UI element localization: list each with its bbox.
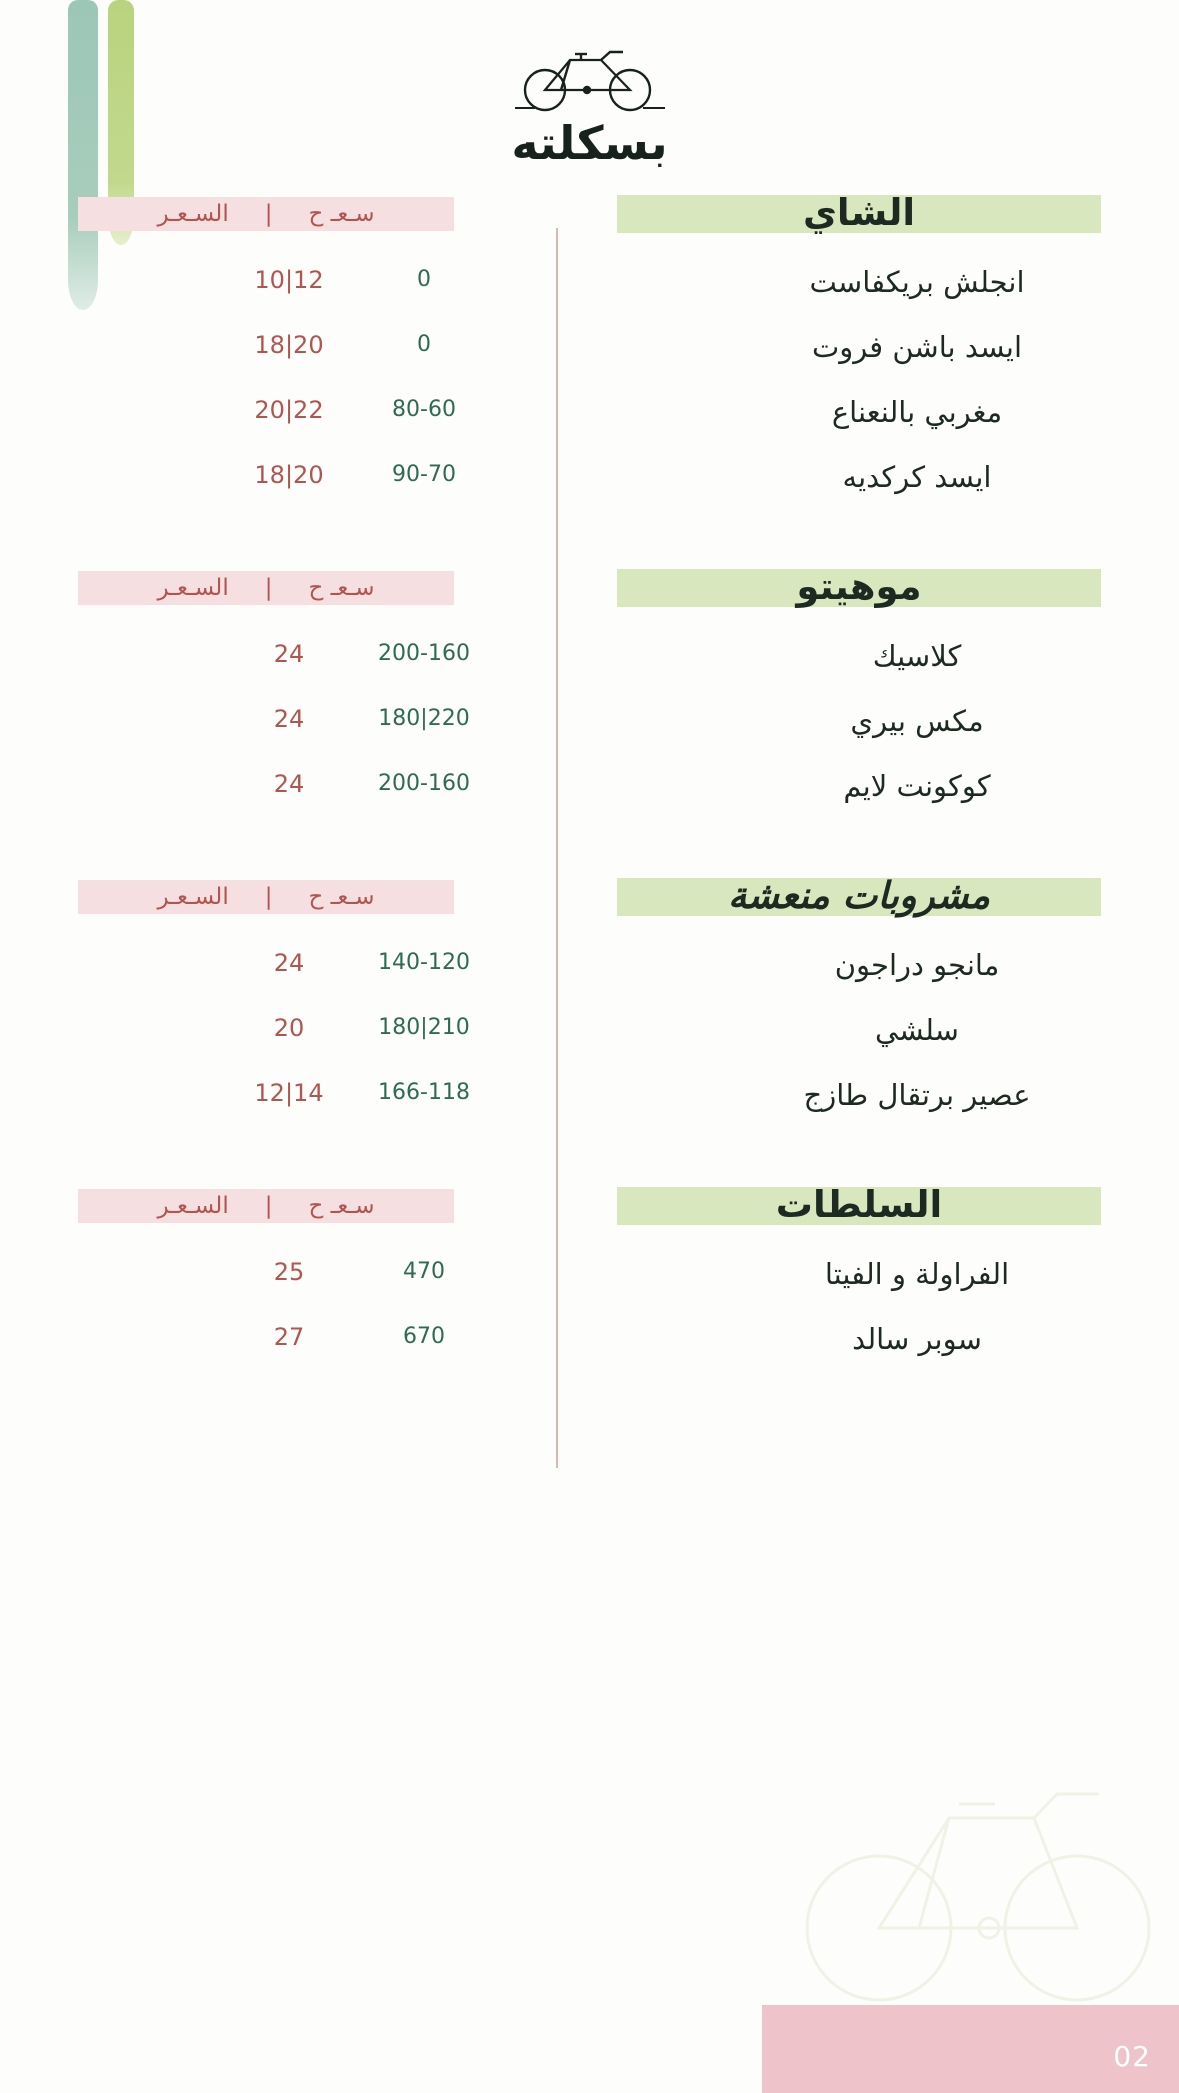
section-spacer [0, 509, 1179, 569]
menu-item-calories: 140-120 [378, 950, 470, 975]
price-row-list [0, 247, 559, 507]
menu-item-price: 20|18 [254, 460, 324, 489]
menu-item-price: 12|10 [254, 265, 324, 294]
price-header-label: السـعـر [157, 200, 229, 227]
menu-item-price: 24 [273, 639, 305, 668]
menu-section [0, 564, 1179, 818]
item-name-list [587, 623, 1179, 818]
section-items-column [559, 1182, 1179, 1371]
menu-item-price-row [0, 995, 559, 1060]
price-row-list [0, 1239, 559, 1369]
section-prices-column [0, 1187, 559, 1371]
price-header-band [78, 880, 454, 914]
menu-item-name: سلشي [875, 1012, 959, 1047]
menu-item-price: 24 [273, 769, 305, 798]
menu-item-name: الفراولة و الفيتا [824, 1256, 1010, 1291]
section-items-column [559, 873, 1179, 1127]
menu-item-calories: 80-60 [392, 397, 456, 422]
section-prices-column [0, 569, 559, 818]
brand-name: بسكلته [511, 116, 668, 170]
price-header-band [78, 571, 454, 605]
item-name-list [587, 932, 1179, 1127]
menu-item-calories: 670 [403, 1324, 445, 1349]
item-name-list [587, 249, 1179, 509]
menu-item-name: ايسد كركديه [842, 459, 992, 494]
price-header-separator: | [264, 1192, 273, 1219]
menu-item-name: مكس بيري [850, 703, 984, 738]
section-items-column [559, 564, 1179, 818]
item-name-list [587, 1241, 1179, 1371]
menu-item-name: كوكونت لايم [843, 768, 991, 803]
menu-item-price: 14|12 [254, 1078, 324, 1107]
bicycle-icon [515, 38, 665, 116]
section-title-band [617, 873, 1101, 917]
section-title: مشروبات منعشة [727, 873, 991, 917]
menu-item-name: انجلش بريكفاست [809, 264, 1025, 299]
calorie-header-label: سـعـ ح [308, 1192, 375, 1219]
brand-logo [0, 38, 1179, 170]
menu-item-calories: 200-160 [378, 771, 470, 796]
calorie-header-label: سـعـ ح [308, 574, 375, 601]
price-header-separator: | [264, 574, 273, 601]
menu-item-name: مغربي بالنعناع [831, 394, 1003, 429]
price-header-separator: | [264, 200, 273, 227]
menu-item-price: 25 [273, 1257, 305, 1286]
price-row-list [0, 930, 559, 1125]
menu-item-price-row [0, 930, 559, 995]
menu-item-name: مانجو دراجون [834, 947, 1000, 982]
section-prices-column [0, 878, 559, 1127]
price-header-separator: | [264, 883, 273, 910]
menu-item-name: كلاسيك [872, 638, 962, 673]
menu-item-calories: 0 [417, 267, 431, 292]
calorie-header-label: سـعـ ح [308, 883, 375, 910]
section-items-column [559, 190, 1179, 509]
price-header-band [78, 1189, 454, 1223]
menu-item-calories: 90-70 [392, 462, 456, 487]
section-title: الشاي [802, 190, 916, 234]
menu-item-price-row [0, 686, 559, 751]
menu-item-price-row [0, 1060, 559, 1125]
section-title: موهيتو [796, 564, 922, 608]
section-spacer [0, 1127, 1179, 1187]
menu-item-price-row [0, 377, 559, 442]
menu-sections [0, 190, 1179, 1371]
section-title: السلطات [775, 1182, 943, 1226]
menu-item-price-row [0, 247, 559, 312]
menu-section [0, 1182, 1179, 1371]
menu-item-price: 27 [273, 1322, 305, 1351]
menu-item-price: 20|18 [254, 330, 324, 359]
menu-item-price-row [0, 621, 559, 686]
menu-item-calories: 220|180 [378, 706, 470, 731]
menu-item-price-row [0, 442, 559, 507]
menu-item-name: سوبر سالد [852, 1321, 982, 1356]
menu-item-calories: 0 [417, 332, 431, 357]
section-spacer [0, 818, 1179, 878]
menu-item-name: عصير برتقال طازج [803, 1077, 1031, 1112]
menu-item-price-row [0, 1304, 559, 1369]
menu-item-price: 22|20 [254, 395, 324, 424]
section-title-band [617, 564, 1101, 608]
menu-item-price: 24 [273, 704, 305, 733]
price-header-label: السـعـر [157, 1192, 229, 1219]
menu-item-calories: 200-160 [378, 641, 470, 666]
page-number: 02 [1113, 2040, 1151, 2073]
menu-item-price-row [0, 312, 559, 377]
menu-item-calories: 210|180 [378, 1015, 470, 1040]
section-prices-column [0, 195, 559, 509]
price-header-band [78, 197, 454, 231]
menu-section [0, 190, 1179, 509]
menu-section [0, 873, 1179, 1127]
section-title-band [617, 1182, 1101, 1226]
price-header-label: السـعـر [157, 574, 229, 601]
price-header-label: السـعـر [157, 883, 229, 910]
menu-item-price: 24 [273, 948, 305, 977]
menu-item-price: 20 [273, 1013, 305, 1042]
price-row-list [0, 621, 559, 816]
menu-item-price-row [0, 751, 559, 816]
section-title-band [617, 190, 1101, 234]
bicycle-watermark-icon [799, 1708, 1159, 2038]
calorie-header-label: سـعـ ح [308, 200, 375, 227]
menu-item-calories: 470 [403, 1259, 445, 1284]
menu-item-name: ايسد باشن فروت [811, 329, 1023, 364]
menu-item-price-row [0, 1239, 559, 1304]
menu-item-calories: 166-118 [378, 1080, 470, 1105]
